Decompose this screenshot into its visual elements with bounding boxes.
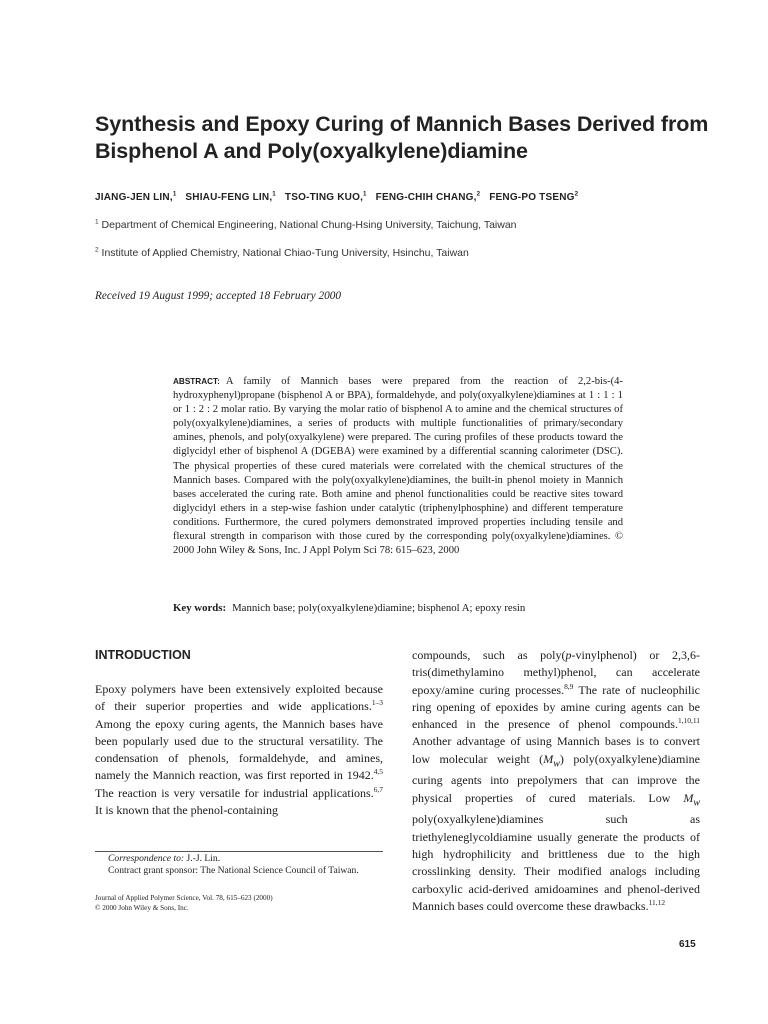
title-line-2: Bisphenol A and Poly(oxyalkylene)diamine — [95, 139, 528, 163]
footnote-divider — [95, 851, 383, 852]
intro-paragraph-left: Epoxy polymers have been extensively exploited because of their superior properties and wide applications.$^{1-3}$ Among the epoxy curing agents, the Mannich bases have been popularly used due to the structural versatility. The condensation of phenols, formaldehyde, and amines, namely the Mannich reaction, was first reported in 1942.$^{4,5}$ The reaction is very versatile for industrial applications.$^{6,7}$ It is known that the phenol-containing — [95, 682, 383, 818]
title-line-1: Synthesis and Epoxy Curing of Mannich Bases Derived from — [95, 112, 709, 136]
grant-sponsor: Contract grant sponsor: The National Science Council of Taiwan. — [108, 865, 359, 877]
abstract-label: ABSTRACT: — [173, 377, 220, 386]
author: FENG-CHIH CHANG,$^2$ — [375, 190, 481, 203]
intro-paragraph-right: compounds, such as poly(p-vinylphenol) or 2,3,6-tris(dimethylamino methyl)phenol, can accelerate epoxy/amine curing processes.$^{8,9}$ The rate of nucleophilic ring opening of epoxides by amine curing agents can be enhanced in the presence of phenol compounds.$^{1,10,11}$ Another advantage of using Mannich bases is to convert low molecular weight $(M_w)$ poly(oxyalkylene)diamine curing agents into prepolymers that can improve the physical properties of cured materials. Low $M_w$ poly(oxyalkylene)diamines such as triethyleneglycoldiamine usually generate the products of high hydrophilicity and brittleness due to the high crosslinking density. Their modified analogs including carboxylic acid-derived amidoamines and phenol-derived Mannich bases could overcome these drawbacks.$^{11,12}$ — [412, 648, 701, 913]
author-list — [95, 192, 715, 203]
citation: 6,7 — [373, 784, 383, 794]
keywords-text: Mannich base; poly(oxyalkylene)diamine; bisphenol A; epoxy resin — [232, 602, 526, 614]
author: FENG-PO TSENG$^2$ — [489, 190, 579, 203]
abstract-text: A family of Mannich bases were prepared from the reaction of 2,2-bis-(4-hydroxyphenyl)propane (bisphenol A or BPA), formaldehyde, and poly(oxyalkylene)diamines at 1 : 1 : 1 or 1 : 2 : 2 molar ratio. By varying the molar ratio of bisphenol A to amine and the chemical structures of poly(oxyalkylene)diamines, a series of products with multiple functionalities of primary/secondary amines, phenols, and poly(oxyalkylene) were prepared. The curing profiles of these products toward the diglycidyl ether of bisphenol A (DGEBA) were examined by a differential scanning calorimeter (DSC). The physical properties of these cured materials were correlated with the chemical structures of the Mannich bases. Compared with the poly(oxyalkylene)diamines, the built-in phenol moiety in Mannich bases accelerated the curing rate. Both amine and phenol functionalities could be reactive sites toward diglycidyl ethers in a step-wise fashion under catalytic (triphenylphosphine) and different temperature conditions. Furthermore, the cured polymers demonstrated improved properties including tensile and flexural strength in comparison with those cured by the corresponding poly(oxyalkylene)diamines. © 2000 John Wiley & Sons, Inc. J Appl Polym Sci 78: 615–623, 2000 — [173, 376, 623, 557]
citation: 4,5 — [373, 767, 383, 777]
journal-info — [95, 894, 383, 913]
section-heading: INTRODUCTION — [95, 648, 191, 662]
received-date: Received 19 August 1999; accepted 18 February 2000 — [95, 290, 342, 302]
citation: 1,10,11 — [677, 716, 700, 726]
journal-citation: Journal of Applied Polymer Science, Vol. 78, 615–623 (2000) — [95, 894, 273, 902]
keywords-label: Key words: — [173, 602, 227, 614]
abstract — [173, 375, 623, 558]
page-number: 615 — [679, 939, 696, 950]
affiliation-1: $^1$ Department of Chemical Engineering, National Chung-Hsing University, Taichung, Taiwan — [95, 218, 517, 231]
author: SHIAU-FENG LIN,$^1$ — [185, 190, 276, 203]
paper-title — [95, 111, 715, 165]
footnote — [95, 853, 383, 877]
affiliation-2: $^2$ Institute of Applied Chemistry, National Chiao-Tung University, Hsinchu, Taiwan — [95, 246, 469, 259]
author: JIANG-JEN LIN,$^1$ — [95, 190, 177, 203]
citation: 11,12 — [648, 897, 666, 907]
citation: 8,9 — [564, 681, 574, 691]
author: TSO-TING KUO,$^1$ — [284, 190, 367, 203]
copyright: © 2000 John Wiley & Sons, Inc. — [95, 903, 189, 912]
correspondence: Correspondence to: J.-J. Lin. — [108, 853, 221, 864]
keywords — [173, 602, 633, 614]
citation: 1–3 — [371, 698, 383, 708]
